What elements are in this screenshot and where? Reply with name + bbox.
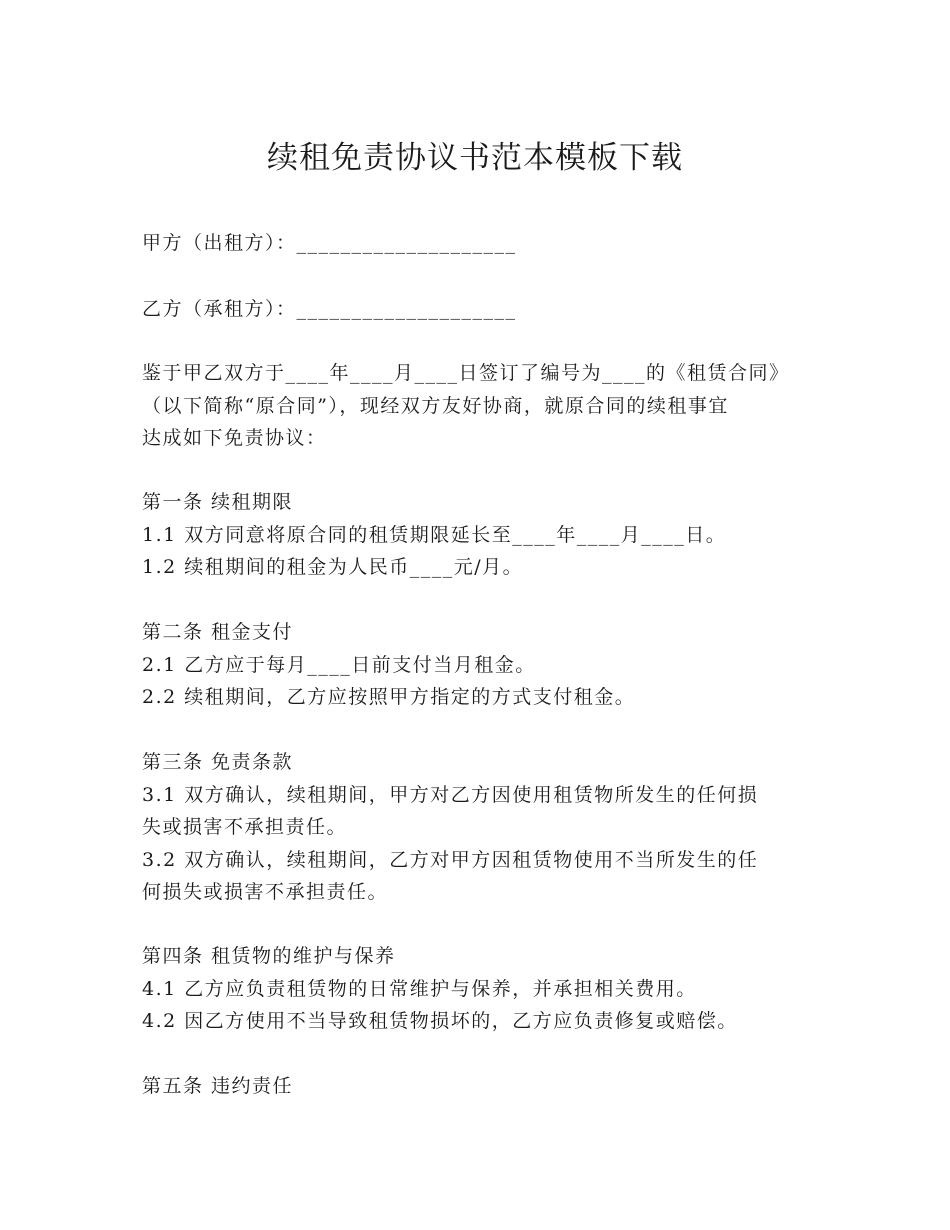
party-a-line: 甲方（出租方）：____________________ [142, 232, 517, 254]
clause-line: 4.1 乙方应负责租赁物的日常维护与保养，并承担相关费用。 [142, 978, 697, 1000]
clause-line: 何损失或损害不承担责任。 [142, 881, 389, 903]
clause-line: 3.1 双方确认，续租期间，甲方对乙方因使用租赁物所发生的任何损 [142, 784, 759, 806]
document-title: 续租免责协议书范本模板下载 [267, 140, 683, 176]
clause-line: 2.1 乙方应于每月____日前支付当月租金。 [142, 654, 536, 676]
clause-line: 4.2 因乙方使用不当导致租赁物损坏的，乙方应负责修复或赔偿。 [142, 1010, 738, 1032]
section-heading: 第五条 违约责任 [142, 1075, 294, 1097]
section-heading: 第四条 租赁物的维护与保养 [142, 945, 396, 967]
party-b-line: 乙方（承租方）：____________________ [142, 298, 517, 320]
intro-line: （以下简称“原合同”），现经双方友好协商，就原合同的续租事宜 [142, 395, 729, 417]
section-heading: 第二条 租金支付 [142, 621, 294, 643]
clause-line: 1.2 续租期间的租金为人民币____元/月。 [142, 556, 524, 578]
section-heading: 第三条 免责条款 [142, 751, 294, 773]
intro-line: 鉴于甲乙双方于____年____月____日签订了编号为____的《租赁合同》 [142, 362, 790, 384]
clause-line: 2.2 续租期间，乙方应按照甲方指定的方式支付租金。 [142, 686, 636, 708]
clause-line: 3.2 双方确认，续租期间，乙方对甲方因租赁物使用不当所发生的任 [142, 849, 759, 871]
section-heading: 第一条 续租期限 [142, 491, 294, 513]
clause-line: 1.1 双方同意将原合同的租赁期限延长至____年____月____日。 [142, 524, 727, 546]
intro-line: 达成如下免责协议： [142, 427, 327, 449]
clause-line: 失或损害不承担责任。 [142, 816, 348, 838]
